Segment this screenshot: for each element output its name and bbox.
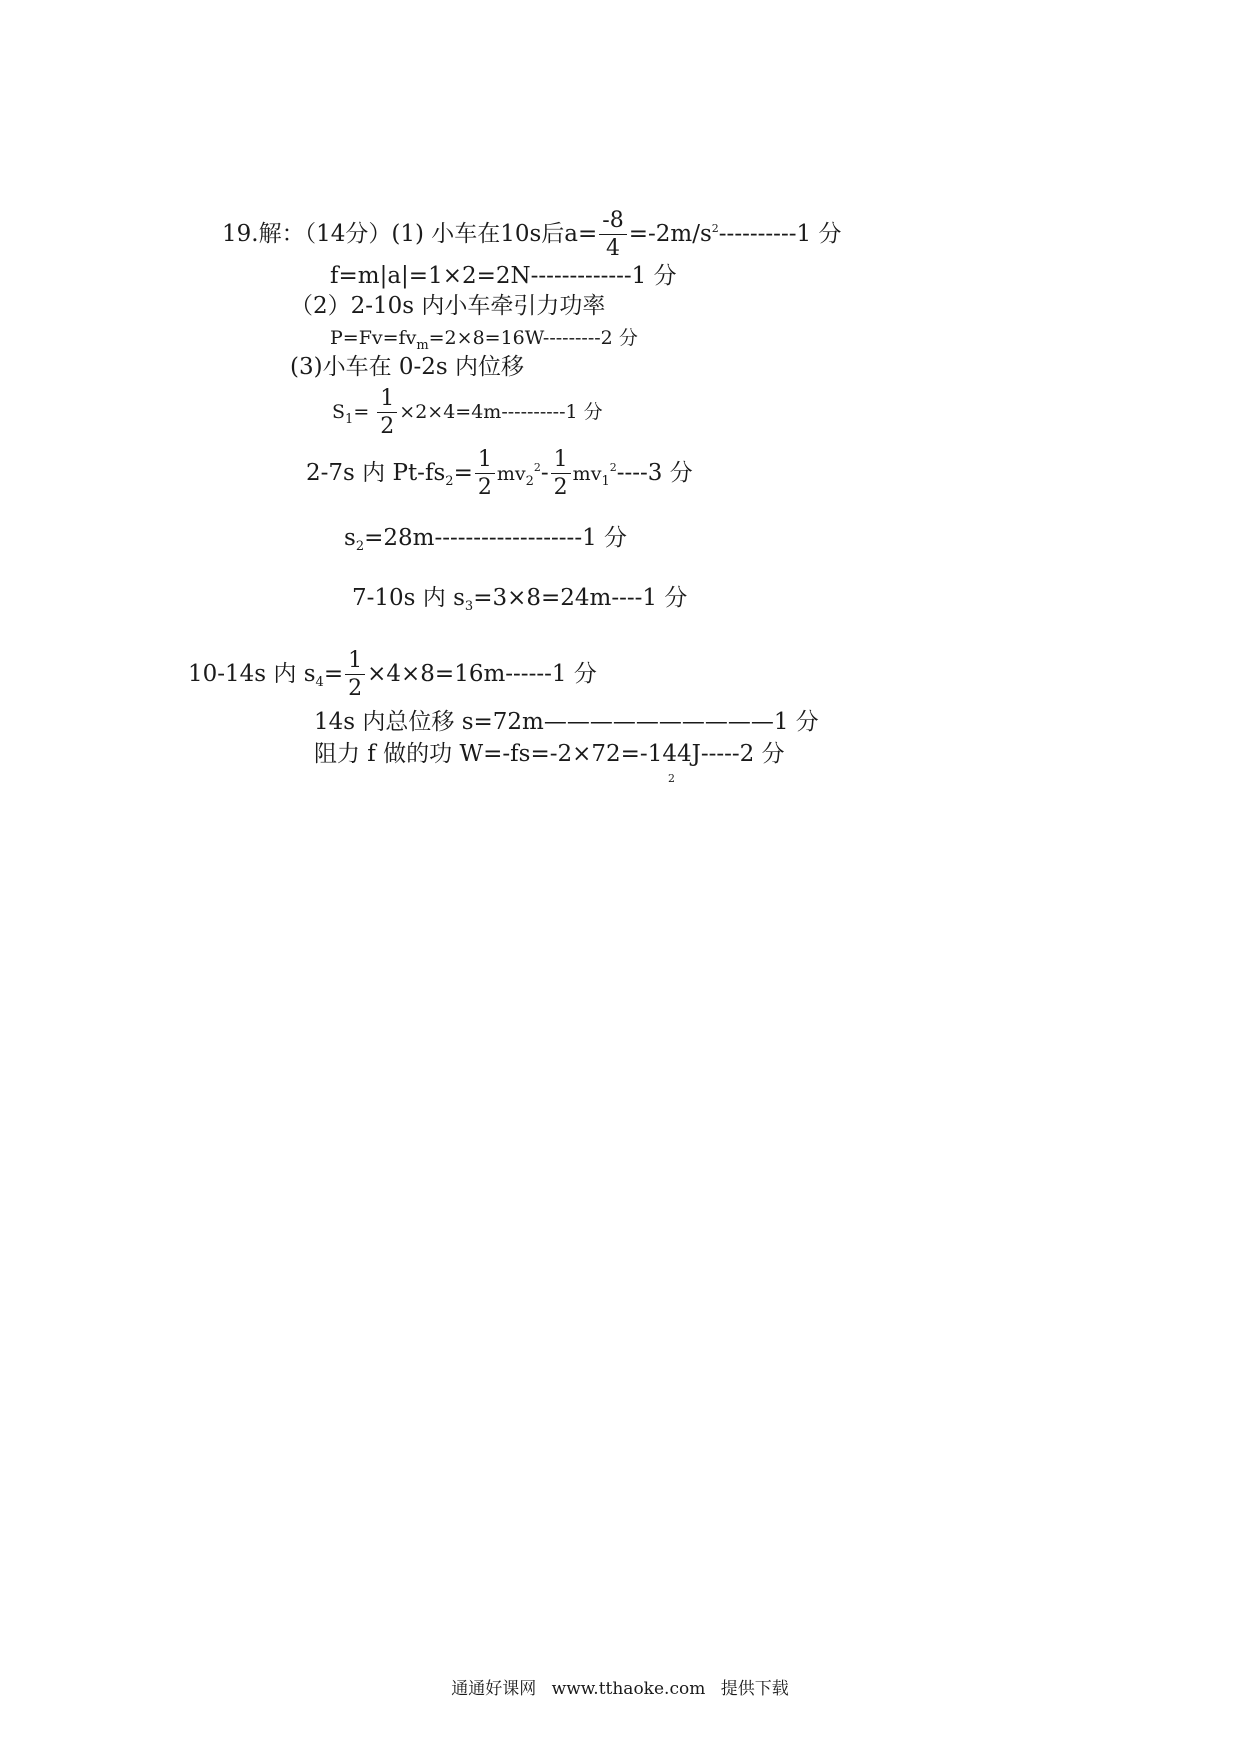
- equals: =: [353, 401, 370, 423]
- fraction-numerator: 1: [345, 650, 365, 675]
- part2-heading: [290, 292, 605, 320]
- footer-note: 提供下载: [720, 1679, 789, 1699]
- stray-mark: 2: [668, 772, 675, 785]
- score: -1 分: [623, 263, 677, 289]
- fraction-denominator: 2: [553, 475, 568, 500]
- fraction-denominator: 2: [348, 676, 363, 701]
- work-line: [314, 740, 785, 768]
- score: -2 分: [594, 327, 638, 349]
- power-result: =2×8=16W--------: [428, 327, 595, 349]
- energy-score: ----3 分: [616, 460, 693, 486]
- equals: =: [323, 661, 344, 687]
- minus-sign: -: [540, 460, 549, 486]
- s2-symbol: s: [344, 525, 356, 551]
- s1-symbol: S: [332, 401, 346, 423]
- fraction-denominator: 2: [477, 475, 492, 500]
- footer-url[interactable]: www.tthaoke.com: [551, 1679, 706, 1699]
- subscript: 2: [525, 474, 534, 489]
- exponent: 2: [609, 461, 617, 474]
- exponent: 2: [533, 461, 541, 474]
- equals: =: [453, 460, 473, 486]
- footer-site-name: 通通好课网: [451, 1679, 537, 1699]
- s1-line: [332, 388, 603, 438]
- power-formula: P=Fv=fv: [330, 327, 417, 349]
- score: 1 分: [565, 401, 603, 423]
- accel-fraction: [599, 210, 626, 260]
- subscript: 2: [355, 539, 365, 554]
- s4-head: 10-14s 内 s: [188, 661, 316, 687]
- subscript: m: [416, 338, 429, 353]
- q19-head: 19.解：（14分）(1) 小车在10s后a=: [222, 221, 598, 247]
- fraction-numerator: 1: [551, 449, 571, 474]
- half-fraction: [551, 449, 571, 499]
- energy-line: [306, 449, 693, 499]
- s4-line: [188, 650, 597, 700]
- fraction-numerator: -8: [599, 210, 626, 235]
- subscript: 1: [601, 474, 610, 489]
- half-fraction: [475, 449, 495, 499]
- part3-heading: [290, 353, 524, 381]
- s3-result: =3×8=24m----1 分: [473, 585, 688, 611]
- page-footer: [0, 1674, 1240, 1699]
- friction-formula: f=m|a|=1×2=2N------------: [330, 263, 624, 289]
- score: -1 分: [574, 525, 628, 551]
- fraction-denominator: 2: [380, 414, 395, 439]
- half-fraction: [377, 388, 397, 438]
- s2-line: [344, 524, 627, 561]
- work-formula: 阻力 f 做的功 W=-fs=-2×72=-144J-----2 分: [314, 741, 785, 767]
- friction-line: [330, 262, 677, 290]
- total-displacement: 14s 内总位移 s=72m——————————1 分: [314, 709, 819, 735]
- s1-result: ×2×4=4m----------: [399, 401, 566, 423]
- kinetic-term: mv: [572, 463, 602, 485]
- exponent: 2: [711, 222, 719, 235]
- score: ----------1 分: [718, 221, 842, 247]
- subscript: 3: [464, 599, 474, 614]
- part2-label: （2）2-10s 内小车牵引力功率: [290, 293, 606, 319]
- fraction-denominator: 4: [606, 236, 621, 261]
- accel-result: =-2m/s: [628, 221, 712, 247]
- half-fraction: [345, 650, 365, 700]
- fraction-numerator: 1: [377, 388, 397, 413]
- energy-head: 2-7s 内 Pt-fs: [306, 460, 446, 486]
- s4-result: ×4×8=16m------1 分: [367, 661, 597, 687]
- part3-label: (3)小车在 0-2s 内位移: [290, 354, 525, 380]
- s2-result: =28m------------------: [364, 525, 575, 551]
- subscript: 2: [445, 474, 454, 489]
- s3-line: [352, 584, 687, 621]
- subscript: 4: [315, 675, 324, 690]
- total-displacement-line: [314, 708, 819, 736]
- s3-head: 7-10s 内 s: [352, 585, 465, 611]
- q19-line: [222, 210, 841, 260]
- fraction-numerator: 1: [475, 449, 495, 474]
- subscript: 1: [345, 412, 354, 427]
- kinetic-term: mv: [496, 463, 526, 485]
